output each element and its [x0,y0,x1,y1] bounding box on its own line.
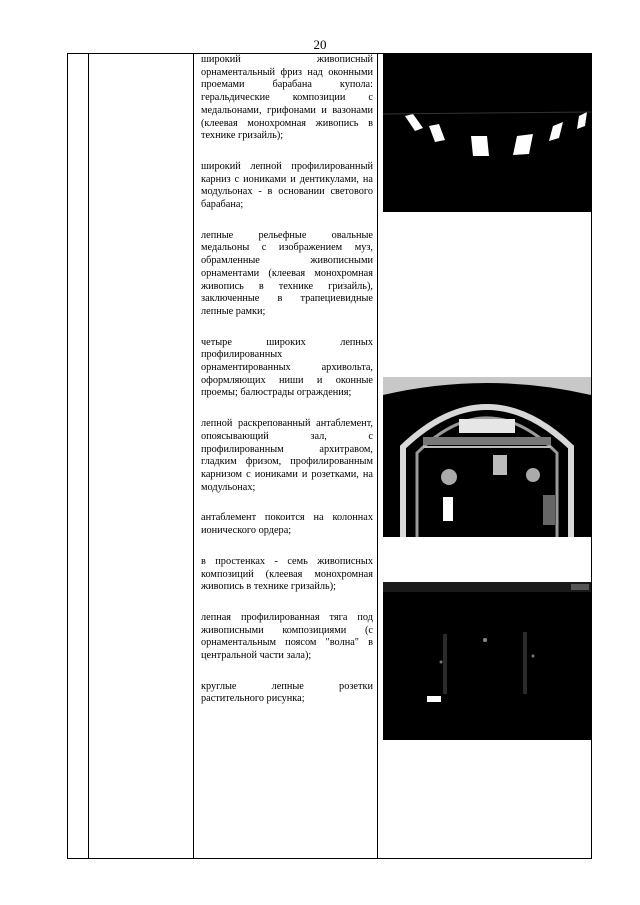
paragraph: антаблемент покоится на колоннах ионического ордера; [201,512,373,537]
column-divider [377,54,378,858]
column-divider [88,54,89,858]
paragraph: лепные рельефные овальные медальоны с изображением муз, обрамленные живописными орнаментами (клеевая монохромная живопись в технике гризайль), заключенные в трапециевидные лепные рамки; [201,229,373,317]
column-divider [193,54,194,858]
paragraph: в простенках - семь живописных композиций (клеевая монохромная живопись в технике гризайль); [201,555,373,593]
hall-arch-photo [383,377,591,537]
paragraph: широкий живописный орнаментальный фриз над оконными проемами барабана купола: геральдические композиции с медальонами, грифонами и вазонами (клеевая монохромная живопись в технике гризайль); [201,54,373,142]
page-number: 20 [313,37,327,52]
paragraph: лепной раскрепованный антаблемент, опоясывающий зал, с профилированным архитравом, гладким фризом, профилированным карнизом с иониками и розетками, на модульонах; [201,418,373,493]
paragraph: четыре широких лепных профилированных орнаментированных архивольта, оформляющих ниши и оконные проемы; балюстрады ограждения; [201,336,373,399]
description-table [67,53,592,859]
paragraph: широкий лепной профилированный карниз с иониками и дентикулами, на модульонах - в основании светового барабана; [201,160,373,211]
paragraph: круглые лепные розетки растительного рисунка; [201,680,373,705]
description-column [201,54,373,724]
hall-columns-photo [383,582,591,740]
paragraph: лепная профилированная тяга под живописными композициями (с орнаментальным поясом "волна" в центральной части зала); [201,611,373,662]
dome-drum-photo [383,54,591,212]
